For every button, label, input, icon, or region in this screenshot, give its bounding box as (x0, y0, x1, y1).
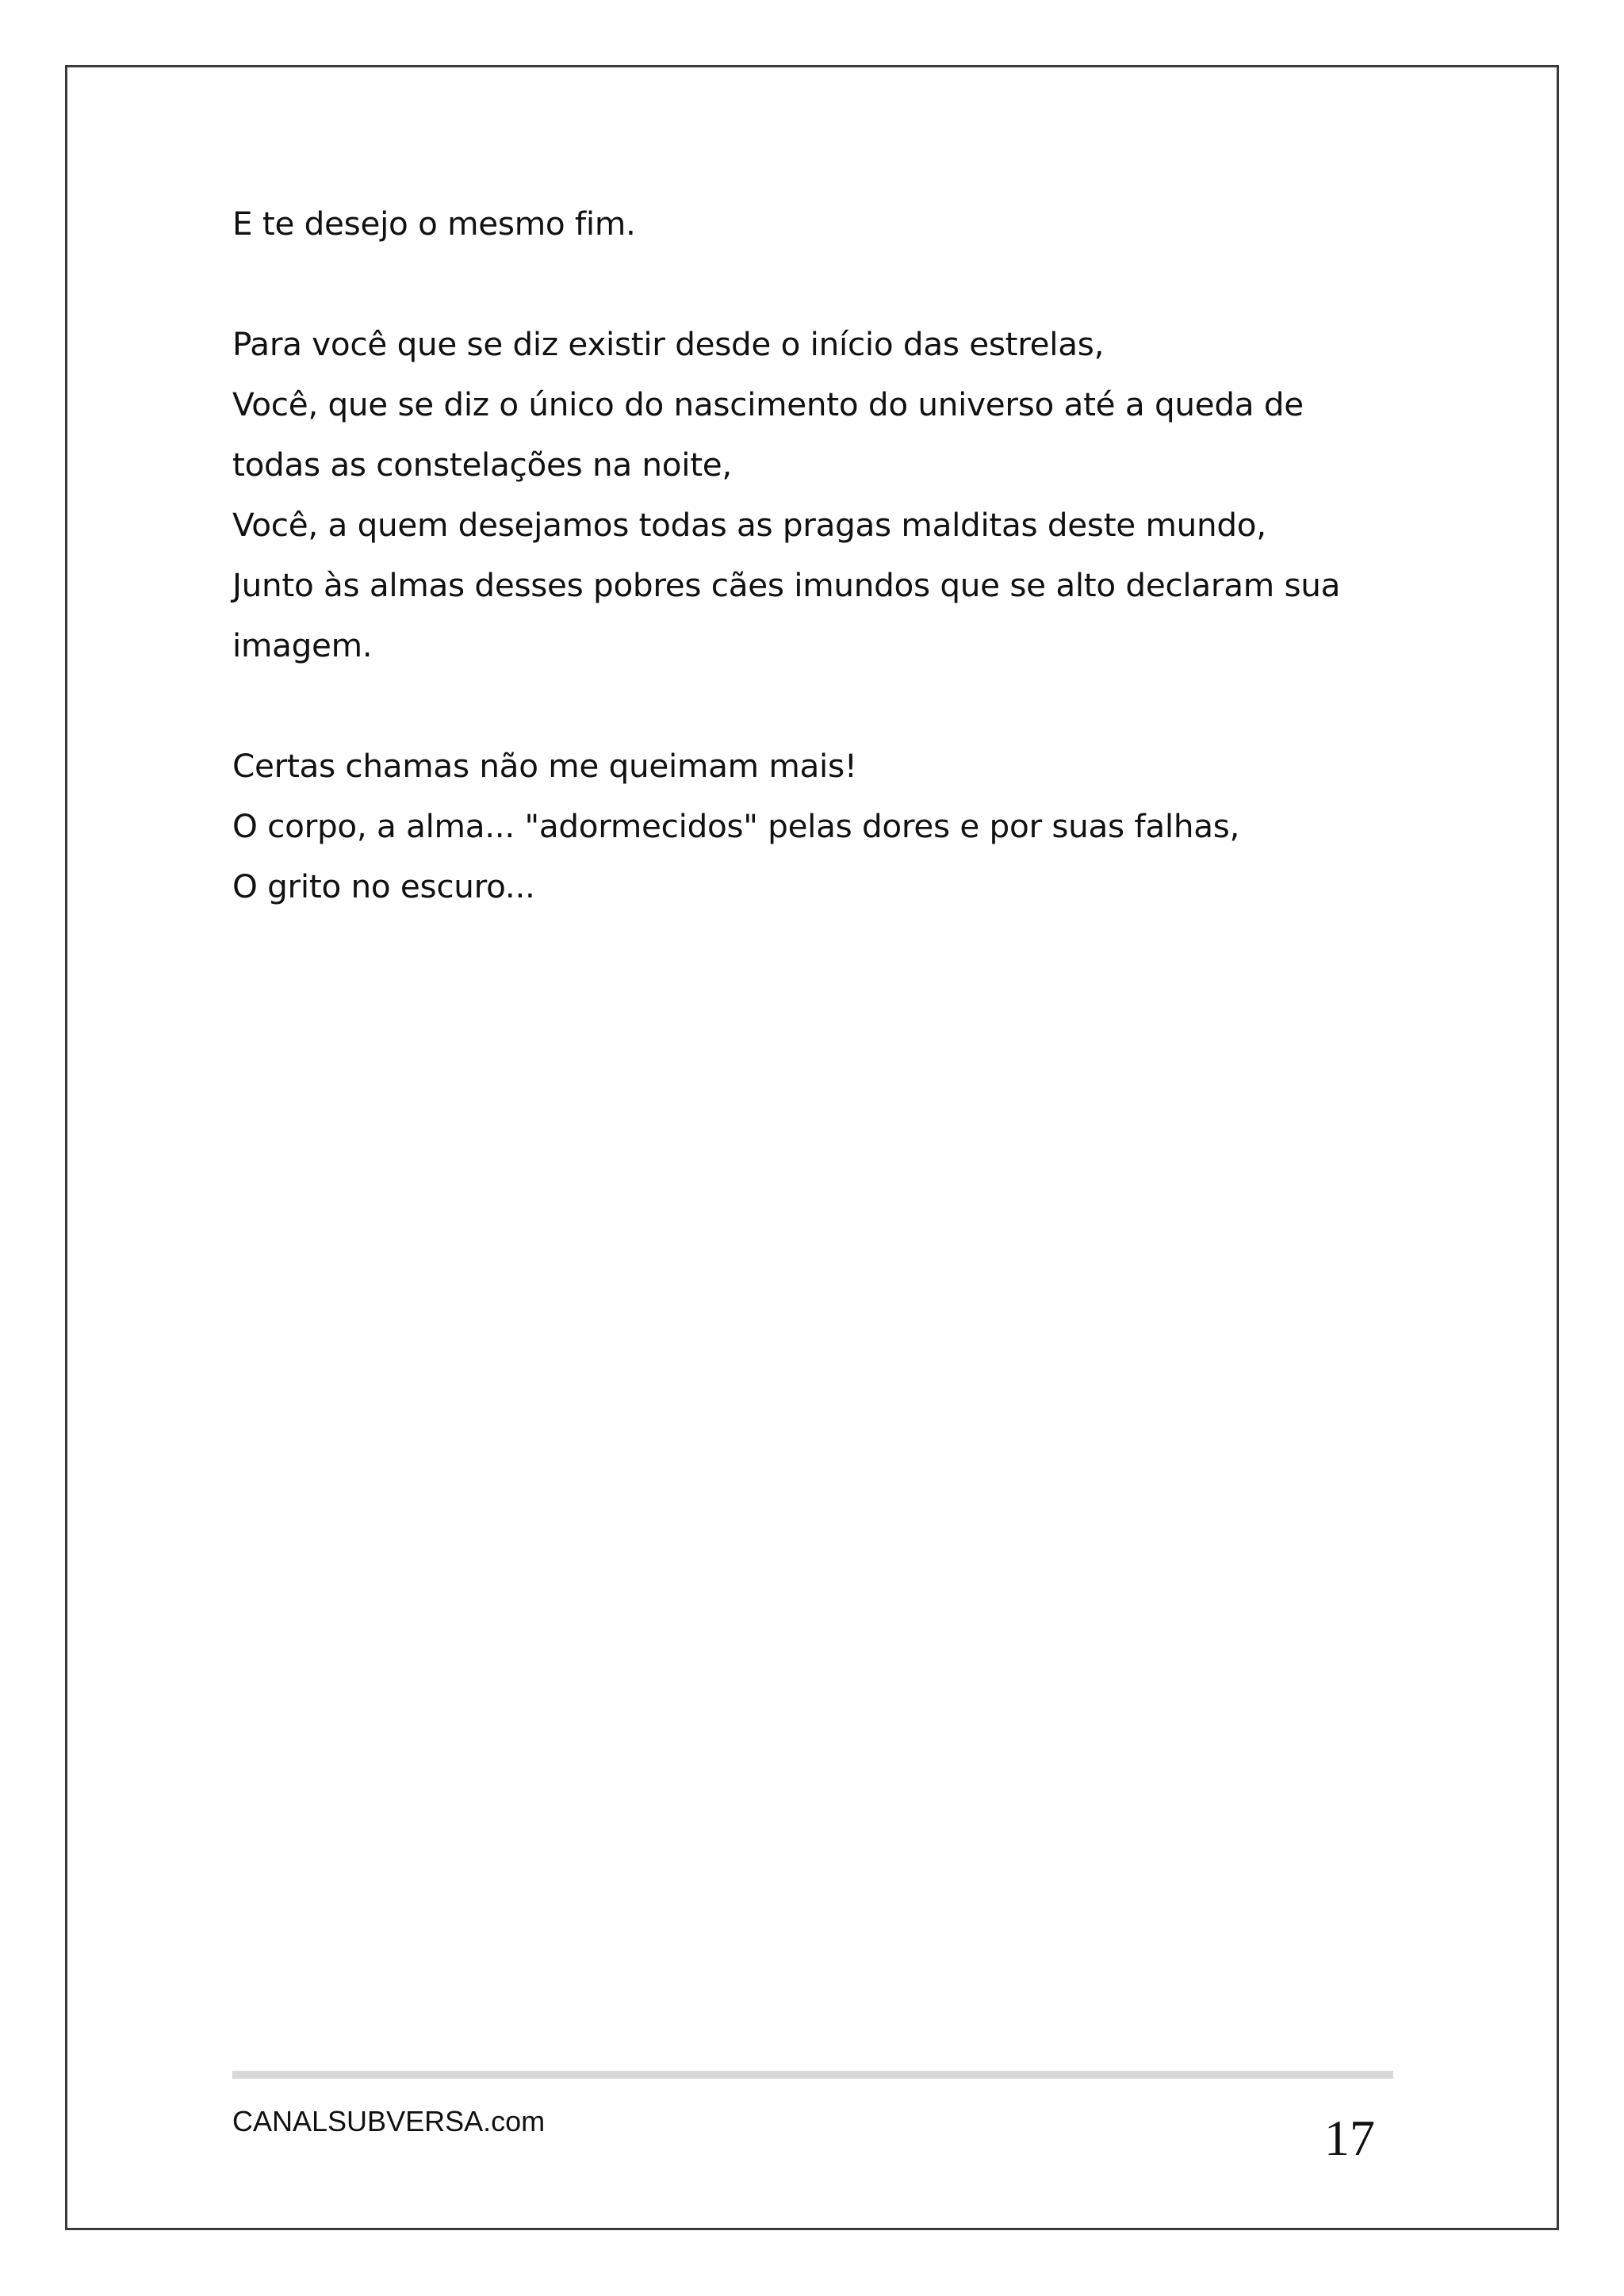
stanza-1 (232, 193, 1390, 254)
poem-line: todas as constelações na noite, (232, 446, 732, 484)
stanza-3 (232, 736, 1390, 916)
poem-body (232, 193, 1390, 977)
poem-line: Junto às almas desses pobres cães imundos que se alto declaram sua (232, 566, 1341, 604)
poem-line: Certas chamas não me queimam mais! (232, 747, 857, 785)
poem-line: Para você que se diz existir desde o início das estrelas, (232, 325, 1105, 363)
footer-divider (232, 2071, 1393, 2079)
poem-line: imagem. (232, 626, 373, 664)
page-number: 17 (1324, 2110, 1375, 2166)
footer-site-name: CANALSUBVERSA.com (232, 2105, 546, 2137)
poem-line: O grito no escuro... (232, 867, 535, 905)
poem-line: E te desejo o mesmo fim. (232, 205, 636, 243)
poem-line: Você, que se diz o único do nascimento do universo até a queda de (232, 385, 1304, 423)
stanza-2 (232, 314, 1390, 675)
poem-line: Você, a quem desejamos todas as pragas malditas deste mundo, (232, 506, 1266, 544)
poem-line: O corpo, a alma... "adormecidos" pelas dores e por suas falhas, (232, 807, 1240, 845)
